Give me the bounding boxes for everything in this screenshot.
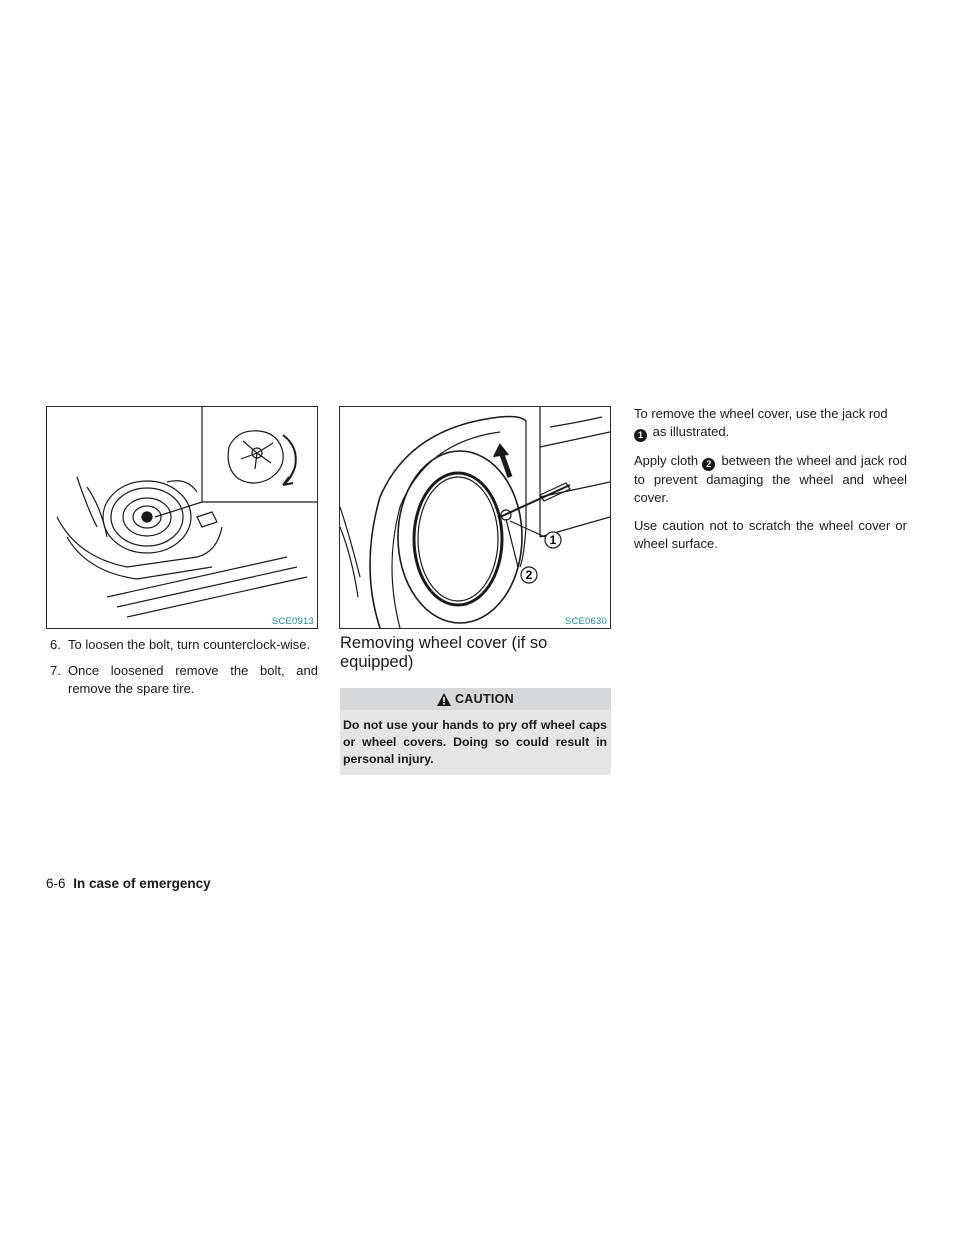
paragraph-text: To remove the wheel cover, use the jack rod xyxy=(634,406,888,421)
paragraph-cloth xyxy=(634,452,907,507)
caution-label: CAUTION xyxy=(454,692,515,706)
chapter-title: In case of emergency xyxy=(73,876,211,891)
step-number: 6. xyxy=(50,637,61,652)
figure-spare-tire xyxy=(46,406,318,629)
page-footer xyxy=(46,876,211,891)
step-6 xyxy=(46,636,318,654)
figure-code: SCE0913 xyxy=(271,616,314,627)
caution-box xyxy=(340,688,611,775)
spare-tire-bolt-illustration-icon xyxy=(47,407,317,628)
section-heading: Removing wheel cover (if so equipped) xyxy=(340,634,548,671)
page-number: 6-6 xyxy=(46,876,66,891)
step-text: Once loosened remove the bolt, and remove the spare tire. xyxy=(68,663,318,696)
step-number: 7. xyxy=(50,663,61,678)
step-text: To loosen the bolt, turn counterclock-wise. xyxy=(68,637,311,652)
paragraph-text: as illustrated. xyxy=(652,424,730,439)
warning-triangle-icon xyxy=(437,693,451,706)
wheel-cover-removal-illustration-icon xyxy=(340,407,610,628)
callout-1-badge: 1 xyxy=(634,429,647,442)
paragraph-text: between the wheel and jack rod to prevent damaging the wheel and wheel cover. xyxy=(634,453,907,505)
steps-column xyxy=(46,636,318,706)
figure-code: SCE0630 xyxy=(564,616,607,627)
section-column xyxy=(340,634,611,775)
figure-wheel-cover xyxy=(339,406,611,629)
step-7 xyxy=(46,662,318,698)
caution-header xyxy=(340,688,611,710)
paragraph-text: Apply cloth xyxy=(634,453,699,468)
callout-2-label: 2 xyxy=(525,568,533,582)
paragraph-caution-note: Use caution not to scratch the wheel cover or wheel surface. xyxy=(634,518,907,551)
paragraph-jack-rod xyxy=(634,405,907,442)
callout-1-label: 1 xyxy=(549,533,557,547)
instructions-column xyxy=(634,405,907,563)
caution-text: Do not use your hands to pry off wheel caps or wheel covers. Doing so could result in personal injury. xyxy=(343,718,607,766)
callout-2-badge: 2 xyxy=(702,458,715,471)
